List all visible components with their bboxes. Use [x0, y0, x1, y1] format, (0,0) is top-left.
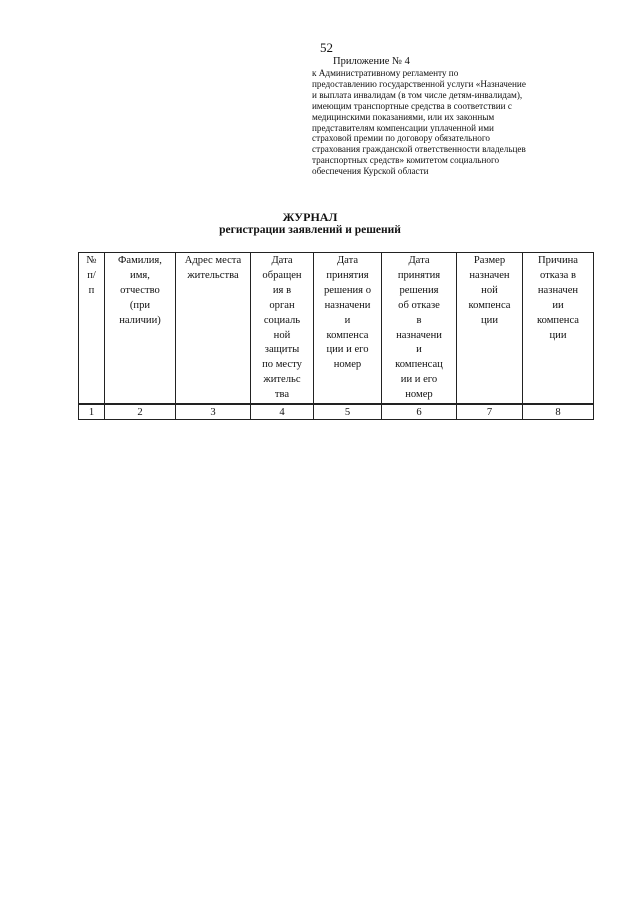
header-line: наличии): [119, 314, 161, 326]
header-line: отказа в: [539, 269, 576, 281]
appendix-line: имеющим транспортные средства в соответствии с: [312, 100, 512, 111]
journal-subtitle: регистрации заявлений и решений: [219, 224, 401, 236]
header-line: орган: [269, 299, 295, 311]
header-line: по месту: [262, 359, 302, 371]
header-text: [314, 253, 381, 373]
header-line: ной: [481, 284, 498, 296]
appendix-line: транспортных средств» комитетом социального: [312, 155, 500, 166]
header-cell-amount: [457, 253, 523, 405]
header-text: [251, 253, 313, 403]
appendix-line: страховой премии по договору обязательного: [312, 133, 491, 144]
header-line: (при: [129, 299, 151, 311]
header-line: Адрес места: [184, 255, 242, 266]
header-line: жительства: [187, 269, 239, 281]
header-line: п/: [87, 269, 96, 281]
header-line: назначен: [469, 269, 510, 281]
appendix-line: к Административному регламенту по: [312, 68, 459, 78]
journal-title: ЖУРНАЛ: [282, 210, 338, 224]
header-line: и: [416, 344, 422, 356]
header-line: ии: [552, 299, 564, 311]
header-line: ной: [273, 329, 291, 341]
header-line: решения: [399, 284, 439, 296]
column-number: 2: [105, 404, 176, 420]
page-number: 52: [320, 40, 333, 55]
header-line: обращен: [262, 269, 302, 281]
header-text: [105, 253, 175, 329]
header-cell-refusal-date: [382, 253, 457, 405]
appendix-line: и выплата инвалидам (в том числе детям-инвалидам),: [312, 89, 523, 100]
header-text: [382, 253, 456, 403]
header-line: номер: [333, 359, 362, 371]
header-line: Дата: [271, 255, 293, 266]
header-line: ия в: [272, 284, 292, 296]
header-line: №: [86, 255, 97, 266]
header-line: п: [88, 284, 95, 296]
header-line: Фамилия,: [118, 255, 162, 266]
header-line: номер: [405, 389, 433, 401]
header-line: Дата: [408, 255, 430, 266]
header-line: тва: [274, 389, 290, 401]
header-line: социаль: [263, 314, 301, 326]
header-line: компенсац: [395, 359, 443, 371]
header-line: назначени: [324, 299, 371, 311]
header-line: принятия: [397, 269, 441, 281]
header-cell-full-name: [105, 253, 176, 405]
header-line: принятия: [326, 269, 369, 281]
header-text: [176, 253, 250, 284]
appendix-line: обеспечения Курской области: [312, 166, 429, 177]
column-number: 1: [79, 404, 105, 420]
appendix-line: представителям компенсации уплаченной ими: [312, 122, 494, 133]
header-line: решения о: [323, 284, 371, 296]
header-line: Дата: [336, 255, 359, 266]
header-line: ции: [480, 314, 498, 326]
header-text: [79, 253, 104, 299]
header-line: отчество: [120, 284, 160, 296]
appendix-line: страхования гражданской ответственности владельцев: [312, 144, 526, 155]
header-cell-refusal-reason: [523, 253, 594, 405]
header-line: Размер: [473, 255, 506, 266]
header-line: жительс: [263, 374, 301, 386]
header-cell-approval-date: [314, 253, 382, 405]
column-number-row: [79, 404, 594, 420]
appendix-line: предоставлению государственной услуги «Назначение: [312, 78, 526, 89]
header-line: ии и его: [400, 374, 438, 386]
header-line: компенса: [468, 299, 511, 311]
header-line: в: [416, 314, 422, 326]
header-text: [457, 253, 522, 329]
column-number: 5: [314, 404, 382, 420]
column-number: 3: [176, 404, 251, 420]
header-line: и: [344, 314, 351, 326]
column-number: 4: [251, 404, 314, 420]
appendix-line: медицинскими показаниями, или их законным: [312, 111, 495, 122]
header-line: Причина: [538, 255, 578, 266]
table-header-row: [79, 253, 594, 405]
column-number: 6: [382, 404, 457, 420]
header-line: защиты: [264, 344, 300, 356]
column-number: 8: [523, 404, 594, 420]
header-cell-number: [79, 253, 105, 405]
appendix-text: [312, 68, 574, 177]
appendix-title: Приложение № 4: [333, 56, 410, 67]
header-line: ции: [549, 329, 567, 341]
header-cell-application-date: [251, 253, 314, 405]
header-line: компенса: [537, 314, 579, 326]
header-line: назначен: [537, 284, 579, 296]
header-line: компенса: [326, 329, 369, 341]
header-line: имя,: [130, 269, 150, 281]
header-text: [523, 253, 593, 343]
registration-table: [78, 252, 594, 420]
header-line: назначени: [396, 329, 442, 341]
header-line: об отказе: [398, 299, 440, 311]
header-line: ции и его: [326, 344, 369, 356]
header-cell-address: [176, 253, 251, 405]
column-number: 7: [457, 404, 523, 420]
